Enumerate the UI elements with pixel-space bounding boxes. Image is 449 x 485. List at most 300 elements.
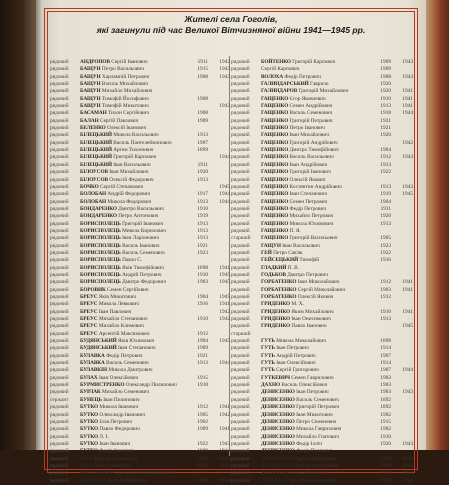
- surname: ВОЛОХА: [261, 73, 284, 80]
- person-name: [261, 103, 361, 110]
- surname: БРЕУС: [80, 301, 98, 308]
- rank-label: рядовий: [231, 66, 250, 73]
- book-page: [36, 0, 426, 484]
- rank-label: рядовий: [50, 330, 69, 337]
- rank-label: рядовий: [50, 176, 69, 183]
- death-year: 1941: [219, 264, 230, 271]
- rank-label: рядовий: [50, 264, 69, 271]
- birth-year: 1912: [197, 330, 208, 337]
- rank-label: рядовий: [231, 411, 250, 418]
- given-names: Григорій Карпович: [292, 59, 336, 65]
- given-names: Василь Іванович: [122, 242, 160, 249]
- rank-label: рядовий: [50, 117, 69, 124]
- given-names: Микола Васильович: [113, 132, 159, 139]
- list-item: [231, 426, 417, 433]
- birth-year: 1909: [197, 448, 208, 455]
- given-names: Федір Іванович: [99, 448, 135, 455]
- list-item: [50, 397, 232, 404]
- rank-label: рядовий: [231, 426, 250, 433]
- birth-year: 1907: [380, 367, 391, 374]
- death-year: 1944: [219, 477, 230, 484]
- given-names: Микола Кирилович: [122, 227, 166, 234]
- birth-year: 1911: [197, 161, 208, 168]
- surname: БУТКО: [80, 448, 99, 455]
- surname: ГАЩЕНКО: [261, 176, 289, 183]
- surname: БУДЯНСЬКИЙ: [80, 345, 117, 352]
- list-item: [231, 345, 417, 352]
- given-names: Іван Онисимович: [291, 316, 331, 323]
- list-item: [50, 294, 232, 301]
- list-item: [50, 345, 232, 352]
- surname: ДЕНИСЕНКО: [261, 440, 295, 447]
- surname: БУЛАХ: [80, 374, 98, 381]
- list-item: [50, 199, 232, 206]
- birth-year: 1909: [380, 66, 391, 73]
- birth-year: 1913: [197, 176, 208, 183]
- birth-year: 1903: [380, 477, 391, 484]
- birth-year: 1914: [380, 360, 391, 367]
- birth-year: 1902: [380, 426, 391, 433]
- list-item: [231, 478, 417, 485]
- list-item: [50, 88, 232, 95]
- death-year: 1943: [219, 66, 230, 73]
- names-column-right: [231, 59, 417, 485]
- birth-year: 1904: [197, 338, 208, 345]
- list-item: [231, 221, 417, 228]
- person-name: [261, 279, 361, 286]
- birth-year: 1903: [380, 374, 391, 381]
- given-names: Олександр Пилипович: [125, 382, 177, 389]
- surname: ГРИДЕНКО: [261, 308, 291, 315]
- death-year: 1945: [402, 323, 413, 330]
- death-year: 1941: [402, 308, 413, 315]
- person-name: [80, 367, 176, 374]
- person-name: [261, 470, 361, 477]
- person-name: [80, 88, 176, 95]
- surname: ГУТЬ: [261, 352, 275, 359]
- birth-year: 1892: [380, 396, 391, 403]
- person-name: [80, 478, 176, 485]
- person-name: [261, 169, 361, 176]
- rank-label: рядовий: [50, 147, 69, 154]
- rank-label: рядовий: [50, 220, 69, 227]
- surname: ГРИДЕНКО: [261, 316, 291, 323]
- person-name: [261, 345, 361, 352]
- given-names: Сергій Карпович: [261, 66, 300, 73]
- person-name: [80, 250, 176, 257]
- given-names: Петро Семенович: [296, 418, 337, 425]
- given-names: Олексій Федорович: [109, 176, 154, 183]
- person-name: [261, 221, 361, 228]
- given-names: Харлампій Петрович: [101, 73, 150, 80]
- list-item: [231, 441, 417, 448]
- list-item: [50, 331, 232, 338]
- birth-year: 1911: [197, 59, 208, 65]
- death-year: 1944: [402, 367, 413, 374]
- person-name: [261, 147, 361, 154]
- birth-year: 1920: [380, 132, 391, 139]
- given-names: Іван Пилипович: [103, 396, 140, 403]
- surname: ДЕРЕВЕЦЬ: [261, 470, 289, 477]
- given-names: Микола Юхимович: [289, 220, 334, 227]
- given-names: Олексій Якович: [297, 294, 334, 300]
- given-names: Арсентій Максимович: [98, 330, 150, 337]
- rank-label: рядовий: [231, 139, 250, 146]
- rank-label: рядовий: [231, 316, 250, 323]
- rank-label: рядовий: [231, 161, 250, 168]
- rank-label: рядовий: [231, 470, 250, 477]
- rank-label: рядовий: [50, 205, 69, 212]
- rank-label: рядовий: [50, 125, 69, 132]
- list-item: [231, 243, 417, 250]
- list-item: [50, 478, 232, 485]
- rank-label: рядовий: [231, 117, 250, 124]
- surname: БОЙТЕНКО: [261, 59, 291, 65]
- given-names: Василь Михайлович: [101, 81, 148, 88]
- list-item: [231, 456, 417, 463]
- rank-label: рядовий: [231, 433, 250, 440]
- rank-label: рядовий: [50, 286, 69, 293]
- given-names: Олексій Якович: [289, 176, 326, 183]
- death-year: 1941: [219, 426, 230, 433]
- person-name: [80, 66, 176, 73]
- person-name: [261, 382, 361, 389]
- list-item: [50, 59, 232, 66]
- list-item: [50, 367, 232, 374]
- person-name: [80, 213, 176, 220]
- rank-label: рядовий: [50, 249, 69, 256]
- rank-label: рядовий: [50, 183, 69, 190]
- rank-label: рядовий: [50, 161, 69, 168]
- birth-year: 1915: [380, 418, 391, 425]
- given-names: Микола Іванович: [99, 404, 139, 411]
- rank-label: рядовий: [231, 125, 250, 132]
- surname: БРЕУС: [80, 294, 98, 300]
- surname: БУТКО: [80, 411, 99, 418]
- surname: БУТКО: [80, 440, 99, 447]
- list-item: [50, 389, 232, 396]
- rank-label: рядовий: [50, 477, 69, 484]
- rank-label: рядовий: [50, 139, 69, 146]
- rank-label: старший: [231, 330, 251, 337]
- birth-year: 1913: [197, 198, 208, 205]
- surname: БАСАМАН: [80, 110, 107, 117]
- death-year: 1943: [219, 103, 230, 110]
- birth-year: 1908: [380, 73, 391, 80]
- death-year: 1945: [219, 294, 230, 300]
- surname: БІЛОУСОВ: [80, 176, 108, 183]
- list-item: [231, 367, 417, 374]
- list-item: [50, 441, 232, 448]
- list-item: [231, 177, 417, 184]
- rank-label: рядовий: [231, 176, 250, 183]
- given-names: П. В.: [287, 264, 300, 271]
- list-item: [50, 426, 232, 433]
- rank-label: рядовий: [231, 338, 250, 345]
- given-names: Іван Андрійович: [108, 477, 147, 484]
- list-item: [50, 301, 232, 308]
- person-name: [80, 191, 176, 198]
- list-item: [50, 213, 232, 220]
- given-names: Михайло Семенович: [102, 389, 150, 396]
- death-year: 1941: [402, 286, 413, 293]
- rank-label: рядовий: [231, 308, 250, 315]
- surname: ГАЩЕНКО: [261, 103, 289, 110]
- surname: ГАЩЕНКО: [261, 235, 289, 242]
- rank-label: рядовий: [231, 249, 250, 256]
- death-year: 1941: [219, 301, 230, 308]
- birth-year: 1904: [380, 198, 391, 205]
- person-name: [261, 243, 361, 250]
- surname: ДЕНИСЕНКО: [261, 389, 295, 396]
- rank-label: рядовий: [50, 198, 69, 205]
- surname: ГАЩЕНКО: [261, 154, 289, 161]
- given-names: Григорій Іванович: [289, 169, 331, 176]
- rank-label: рядовий: [50, 279, 69, 286]
- rank-label: рядовий: [50, 440, 69, 447]
- surname: ГАЩЕНКО: [261, 161, 289, 168]
- rank-label: рядовий: [231, 183, 250, 190]
- given-names: Прокіп Пантелеймонович: [115, 470, 175, 477]
- title-line-2: які загинули під час Великої Вітчизняної війни 1941—1945 рр.: [96, 25, 366, 35]
- birth-year: 1913: [197, 220, 208, 227]
- surname: БУЛАВКА: [80, 360, 105, 367]
- person-name: [80, 345, 176, 352]
- surname: ГОРБАТЕНКО: [261, 286, 297, 293]
- list-item: [50, 257, 232, 264]
- list-item: [231, 88, 417, 95]
- list-item: [231, 360, 417, 367]
- given-names: Яків Тимофійович: [122, 264, 164, 271]
- death-year: 1941: [219, 404, 230, 411]
- list-item: [231, 191, 417, 198]
- rank-label: рядовий: [50, 81, 69, 88]
- rank-label: рядовий: [231, 382, 250, 389]
- rank-label: рядовий: [50, 213, 69, 220]
- person-name: [261, 456, 361, 463]
- rank-label: рядовий: [50, 59, 69, 65]
- surname: БОЛОБАН: [80, 191, 107, 198]
- rank-label: рядовий: [231, 88, 250, 95]
- person-name: [261, 257, 361, 264]
- list-item: [231, 213, 417, 220]
- given-names: Сергій Миколайович: [297, 286, 346, 293]
- rank-label: рядовий: [50, 191, 69, 198]
- rank-label: рядовий: [50, 294, 69, 300]
- person-name: [80, 221, 176, 228]
- given-names: Андрій Петрович: [276, 352, 316, 359]
- birth-year: 1909: [197, 426, 208, 433]
- given-names: Тимофій: [299, 257, 320, 264]
- rank-label: рядовий: [231, 264, 250, 271]
- surname: ГУТЬ: [261, 367, 275, 374]
- birth-year: 1912: [380, 154, 391, 161]
- list-item: [231, 316, 417, 323]
- person-name: [261, 154, 361, 161]
- death-year: 1944: [219, 191, 230, 198]
- rank-label: рядовий: [50, 66, 69, 73]
- rank-label: рядовий: [50, 132, 69, 139]
- rank-label: рядовий: [231, 198, 250, 205]
- death-year: 1941: [402, 462, 413, 469]
- list-item: [231, 235, 417, 242]
- birth-year: 1916: [380, 257, 391, 264]
- rank-label: рядовий: [50, 470, 69, 477]
- person-name: [261, 184, 361, 191]
- list-item: [231, 389, 417, 396]
- given-names: Іван Павлович: [98, 308, 132, 315]
- surname: ГАЩЕНКО: [261, 213, 289, 220]
- person-name: [80, 448, 176, 455]
- birth-year: 1912: [197, 404, 208, 411]
- given-names: Василь Семенович: [106, 360, 149, 367]
- list-item: [50, 110, 232, 117]
- birth-year: 1913: [380, 161, 391, 168]
- rank-label: рядовий: [50, 169, 69, 176]
- person-name: [261, 426, 361, 433]
- rank-label: рядовий: [231, 169, 250, 176]
- person-name: [80, 301, 176, 308]
- rank-label: рядовий: [50, 382, 69, 389]
- list-item: [50, 272, 232, 279]
- given-names: Григорій Петрович: [289, 117, 333, 124]
- person-name: [261, 441, 361, 448]
- given-names: Василь Пантелеймонович: [113, 139, 172, 146]
- surname: ГЕЙ: [261, 249, 272, 256]
- birth-year: 1907: [197, 139, 208, 146]
- person-name: [261, 309, 361, 316]
- given-names: Яким Михайлович: [291, 308, 334, 315]
- given-names: Федір Петрович: [284, 73, 321, 80]
- rank-label: рядовий: [231, 323, 250, 330]
- surname: БОРИСПОЛЕЦЬ: [80, 257, 121, 264]
- person-name: [80, 287, 176, 294]
- birth-year: 1920: [380, 81, 391, 88]
- rank-label: рядовий: [50, 374, 69, 381]
- birth-year: 1915: [197, 66, 208, 73]
- list-item: [50, 287, 232, 294]
- birth-year: 1913: [380, 220, 391, 227]
- birth-year: 1902: [197, 462, 208, 469]
- death-year: 1945: [219, 183, 230, 190]
- book-binding-left: [0, 0, 40, 450]
- birth-year: 1915: [197, 374, 208, 381]
- rank-label: рядовий: [231, 374, 250, 381]
- person-name: [80, 132, 176, 139]
- death-year: 1944: [402, 477, 413, 484]
- list-item: [50, 323, 232, 330]
- birth-year: 1921: [380, 117, 391, 124]
- surname: ГАЩЕНКО: [261, 95, 289, 102]
- given-names: Дмитро Федорович: [122, 279, 166, 286]
- person-name: [261, 199, 361, 206]
- given-names: Сергій Степанович: [100, 183, 144, 190]
- surname: ГЕЙСЕЦЬКИЙ: [261, 257, 299, 264]
- surname: БРЕУС: [80, 308, 98, 315]
- surname: БІЛЕЦЬКИЙ: [80, 161, 112, 168]
- person-name: [80, 199, 176, 206]
- surname: ГАЛИНДАРСЬКИЙ: [261, 81, 309, 88]
- rank-label: рядовий: [50, 338, 69, 345]
- birth-year: 1913: [197, 235, 208, 242]
- given-names: Олександр Іванович: [99, 411, 145, 418]
- list-item: [231, 59, 417, 66]
- list-item: [231, 323, 417, 330]
- surname: ГАЩЕНКО: [261, 227, 289, 234]
- rank-label: рядовий: [50, 242, 69, 249]
- birth-year: 1903: [380, 286, 391, 293]
- surname: ВАГА: [80, 455, 94, 462]
- page-title: [56, 14, 406, 36]
- list-item: [50, 412, 232, 419]
- list-item: [50, 279, 232, 286]
- rank-label: рядовий: [231, 360, 250, 367]
- list-item: [231, 301, 417, 308]
- list-item: [50, 206, 232, 213]
- person-name: [261, 338, 361, 345]
- birth-year: 1921: [197, 352, 208, 359]
- death-year: 1941: [219, 462, 230, 469]
- death-year: 1942: [219, 411, 230, 418]
- list-item: [231, 169, 417, 176]
- death-year: 1942: [219, 308, 230, 315]
- given-names: Дмитро Тимофійович: [289, 147, 339, 154]
- surname: БУТКО: [80, 433, 99, 440]
- surname: БОРИСПОЛЕЦЬ: [80, 242, 121, 249]
- surname: БОРИСПОЛЕЦЬ: [80, 220, 121, 227]
- given-names: Іван Олексійович: [276, 360, 316, 367]
- list-item: [50, 132, 232, 139]
- given-names: Яків Юхимович: [118, 338, 155, 345]
- rank-label: рядовий: [50, 154, 69, 161]
- person-name: [261, 235, 361, 242]
- rank-label: рядовий: [50, 301, 69, 308]
- given-names: Іван Степанович: [118, 345, 156, 352]
- person-name: [80, 243, 176, 250]
- list-item: [50, 309, 232, 316]
- birth-year: 1898: [197, 264, 208, 271]
- surname: БРЕУС: [80, 323, 98, 330]
- surname: БУТКО: [80, 404, 99, 411]
- given-names: Тимофій Йосифович: [101, 95, 149, 102]
- birth-year: 1918: [380, 110, 391, 117]
- rank-label: рядовий: [50, 404, 69, 411]
- list-item: [231, 338, 417, 345]
- birth-year: 1909: [197, 117, 208, 124]
- given-names: Василь Семенович: [289, 110, 333, 117]
- given-names: Микола Гаврилович: [296, 426, 342, 433]
- list-item: [231, 331, 417, 338]
- person-name: [261, 287, 361, 294]
- person-name: [80, 323, 176, 330]
- rank-label: рядовий: [50, 455, 69, 462]
- death-year: 1943: [219, 455, 230, 462]
- surname: БОРИСПОЛЕЦЬ: [80, 249, 121, 256]
- list-item: [231, 132, 417, 139]
- person-name: [80, 397, 176, 404]
- list-item: [231, 250, 417, 257]
- rank-label: рядовий: [50, 323, 69, 330]
- list-item: [231, 96, 417, 103]
- birth-year: 1920: [197, 169, 208, 176]
- given-names: Михайло Степанович: [98, 316, 148, 323]
- birth-year: 1892: [380, 404, 391, 411]
- list-item: [231, 434, 417, 441]
- person-name: [261, 96, 361, 103]
- rank-label: старший: [231, 235, 251, 242]
- person-name: [80, 331, 176, 338]
- list-item: [231, 404, 417, 411]
